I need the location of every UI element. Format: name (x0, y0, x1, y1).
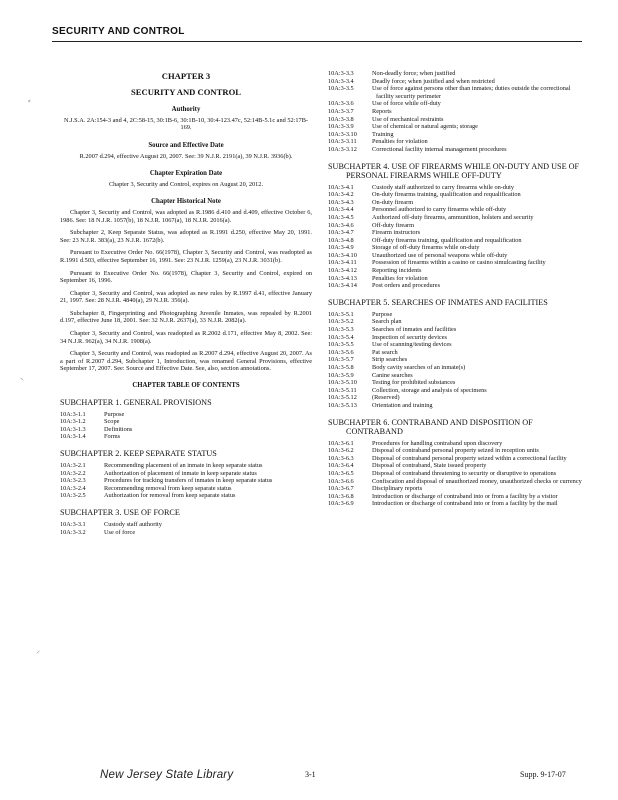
section-number: 10A:3-6.1 (328, 439, 354, 447)
section-title: Reporting incidents (372, 267, 422, 275)
history-note: Chapter 3, Security and Control, was adopted as new rules by R.1997 d.41, effective January 21, 1997. See: 28 N.J.R. 4840(a), 29 N.J.R. 356(a). (60, 289, 312, 305)
section-number: 10A:3-4.2 (328, 191, 354, 199)
section-title: Disposal of contraband threatening to security or disruptive to operations (372, 469, 557, 477)
source-text: R.2007 d.294, effective August 20, 2007. See: 39 N.J.R. 2191(a), 39 N.J.R. 3936(b). (79, 152, 293, 160)
section-number: 10A:3-6.2 (328, 447, 354, 455)
section-title: Authorization of placement of inmate in keep separate status (104, 469, 257, 477)
section-title: Procedures for tracking transfers of inmates in keep separate status (104, 477, 273, 485)
section-number: 10A:3-4.3 (328, 198, 354, 206)
section-number: 10A:3-1.1 (60, 410, 86, 418)
section-title: Disposal of contraband personal property seized in reception units (372, 447, 539, 455)
toc-entry[interactable] (328, 222, 582, 230)
toc-entry[interactable] (328, 78, 582, 86)
section-title: Possession of firearms within a casino or casino simulcasting facility (372, 259, 546, 267)
section-title: (Reserved) (372, 394, 400, 402)
toc-entry[interactable] (328, 214, 582, 222)
section-number: 10A:3-2.1 (60, 462, 86, 469)
toc-entry[interactable] (60, 411, 312, 419)
library-watermark: New Jersey State Library (100, 769, 234, 781)
section-number: 10A:3-1.2 (60, 418, 86, 426)
section-number: 10A:3-4.7 (328, 229, 354, 237)
history-note: Chapter 3, Security and Control, was readopted as R.2002 d.171, effective May 8, 2002. See: 34 N.J.R. 962(a), 34 N.J.R. 1908(a). (60, 330, 312, 345)
section-title: Use of force against persons other than inmates; duties outside the correctional facility security perimeter (372, 85, 571, 100)
section-number: 10A:3-4.14 (328, 282, 357, 290)
section-number: 10A:3-6.3 (328, 454, 354, 462)
toc-entry[interactable] (328, 184, 582, 192)
section-number: 10A:3-3.2 (60, 528, 86, 536)
section-title: Disciplinary reports (372, 485, 423, 493)
toc-entry[interactable] (328, 318, 582, 326)
section-number: 10A:3-1.4 (60, 433, 86, 441)
toc-entry[interactable] (328, 447, 582, 455)
scan-mark: ⸗ (28, 96, 31, 105)
section-title: Orientation and training (372, 401, 433, 409)
toc-entry[interactable] (328, 267, 582, 275)
section-title: Use of chemical or natural agents; storage (372, 123, 478, 131)
running-head: SECURITY AND CONTROL (52, 26, 185, 37)
authority-text: N.J.S.A. 2A:154-3 and 4, 2C:58-15, 30:1B-6, 30:1B-10, 30:4-123.47c, 52:14B-5.1c and 52:17B-169. (64, 116, 308, 132)
section-number: 10A:3-5.9 (328, 371, 354, 379)
history-note: Pursuant to Executive Order No. 66(1978), Chapter 3, Security and Control, was readopted as R.1991 d.503, effective September 16, 1991. See: 23 N.J.R. 1259(a), 23 N.J.R. 3031(b). (60, 249, 312, 264)
toc-entry[interactable] (60, 418, 312, 426)
section-number: 10A:3-5.12 (328, 394, 357, 402)
toc-entry[interactable] (60, 485, 312, 493)
section-number: 10A:3-2.3 (60, 477, 86, 485)
subchapter-heading: SUBCHAPTER 2. KEEP SEPARATE STATUS (60, 449, 217, 458)
toc-entry[interactable] (328, 455, 582, 463)
toc-entry[interactable] (328, 191, 582, 199)
source-heading: Source and Effective Date (148, 141, 224, 149)
history-note: Subchapter 2, Keep Separate Status, was adopted as R.1991 d.250, effective May 20, 1991. See: 23 N.J.R. 383(a), 23 N.J.R. 1672(b). (60, 229, 312, 244)
section-number: 10A:3-4.11 (328, 259, 357, 267)
section-title: Definitions (104, 425, 133, 433)
toc-entry[interactable] (328, 138, 582, 146)
toc-entry[interactable] (328, 440, 582, 448)
section-number: 10A:3-3.5 (328, 85, 354, 93)
section-title: Introduction or discharge of contraband into or from a facility by the mail (372, 500, 558, 508)
toc-entry[interactable] (60, 477, 312, 485)
toc-entry[interactable] (328, 252, 582, 260)
section-number: 10A:3-6.5 (328, 469, 354, 477)
section-number: 10A:3-5.7 (328, 356, 354, 364)
section-title: Purpose (104, 410, 125, 418)
section-number: 10A:3-4.8 (328, 236, 354, 244)
section-title: Pat search (372, 348, 398, 356)
section-title: Recommending placement of an inmate in keep separate status (104, 462, 263, 469)
scan-mark: ⸝ (36, 646, 40, 655)
chapter-label: CHAPTER 3 (161, 71, 211, 81)
toc-entry[interactable] (60, 521, 312, 529)
section-title: Storage of off-duty firearms while on-duty (372, 244, 480, 252)
section-number: 10A:3-3.12 (328, 145, 357, 153)
toc-entry[interactable] (60, 426, 312, 434)
section-number: 10A:3-4.10 (328, 251, 357, 259)
history-note: Chapter 3, Security and Control, was adopted as R.1986 d.410 and d.409, effective October 6, 1986. See: 18 N.J.R. 1057(b), 18 N.J.R. 1067(a), 18 N.J.R. 2016(a). (60, 208, 312, 224)
history-heading: Chapter Historical Note (151, 198, 221, 206)
toc-entry[interactable] (328, 387, 582, 395)
section-number: 10A:3-2.4 (60, 484, 86, 492)
subchapter-heading: SUBCHAPTER 5. SEARCHES OF INMATES AND FACILITIES (328, 297, 548, 307)
section-number: 10A:3-3.9 (328, 123, 354, 131)
section-title: Unauthorized use of personal weapons while off-duty (372, 251, 508, 259)
section-number: 10A:3-6.7 (328, 485, 354, 493)
section-title: Inspection of security devices (372, 333, 448, 341)
scan-mark: ⸜ (20, 373, 24, 382)
section-number: 10A:3-3.1 (60, 520, 86, 528)
toc-entry[interactable] (328, 349, 582, 357)
section-number: 10A:3-5.1 (328, 310, 354, 318)
section-number: 10A:3-6.8 (328, 492, 354, 500)
toc-entry[interactable] (328, 70, 582, 78)
toc-entry[interactable] (328, 116, 582, 124)
section-number: 10A:3-6.4 (328, 462, 354, 470)
toc-entry[interactable] (60, 492, 312, 500)
section-title: Deadly force; when justified and when restricted (372, 77, 495, 85)
section-title: Recommending removal from keep separate status (104, 484, 232, 492)
toc-entry[interactable] (328, 334, 582, 342)
toc-entry[interactable] (328, 394, 582, 402)
toc-entry[interactable] (328, 462, 582, 470)
section-number: 10A:3-4.6 (328, 221, 354, 229)
section-title: Use of mechanical restraints (372, 115, 444, 123)
toc-entry[interactable] (60, 529, 312, 537)
section-title: Introduction or discharge of contraband into or from a facility by a visitor (372, 492, 558, 500)
section-title: Custody staff authority (104, 520, 162, 528)
expiration-text: Chapter 3, Security and Control, expires on August 20, 2012. (108, 180, 264, 188)
section-title: Personnel authorized to carry firearms while off-duty (372, 206, 507, 214)
toc-entry[interactable] (328, 244, 582, 252)
section-number: 10A:3-5.11 (328, 386, 357, 394)
section-title: Confiscation and disposal of unauthorized money, unauthorized checks or currency (372, 477, 582, 485)
toc-entry[interactable] (328, 372, 582, 380)
section-number: 10A:3-2.2 (60, 469, 86, 477)
left-column (60, 70, 312, 536)
toc-entry[interactable] (328, 108, 582, 116)
section-title: Authorized off-duty firearms, ammunition, holsters and security (372, 213, 534, 221)
section-title: Disposal of contraband personal property seized within a correctional facility (372, 454, 567, 462)
toc-entry[interactable] (328, 478, 582, 486)
toc-entry[interactable] (328, 100, 582, 108)
section-title: Scope (104, 418, 120, 426)
right-column (328, 70, 582, 508)
supplement-date: Supp. 9-17-07 (520, 770, 566, 779)
toc-entry[interactable] (328, 146, 582, 154)
toc-entry[interactable] (60, 470, 312, 478)
toc-entry[interactable] (328, 123, 582, 131)
section-title: Canine searches (372, 371, 413, 379)
section-title: Use of scanning/testing devices (372, 341, 452, 349)
section-number: 10A:3-5.3 (328, 326, 354, 334)
section-number: 10A:3-3.7 (328, 107, 354, 115)
section-number: 10A:3-5.10 (328, 379, 357, 387)
subchapter-heading: SUBCHAPTER 1. GENERAL PROVISIONS (60, 397, 212, 407)
toc-entry[interactable] (328, 131, 582, 139)
section-number: 10A:3-4.9 (328, 244, 354, 252)
section-number: 10A:3-6.9 (328, 500, 354, 508)
toc-entry[interactable] (328, 206, 582, 214)
toc-entry[interactable] (328, 341, 582, 349)
section-number: 10A:3-5.6 (328, 348, 354, 356)
section-number: 10A:3-5.8 (328, 364, 354, 371)
history-note: Subchapter 8, Fingerprinting and Photographing Juvenile Inmates, was repealed by R.2001 d.197, effective June 18, 2001. See: 32 N.J.R. 2637(a), 33 N.J.R. 2082(a). (60, 309, 312, 325)
section-title: Body cavity searches of an inmate(s) (372, 364, 466, 371)
section-number: 10A:3-5.13 (328, 401, 357, 409)
section-title: Off-duty firearms training, qualification and requalification (372, 236, 522, 244)
history-note: Pursuant to Executive Order No. 66(1978), Chapter 3, Security and Control, expired on September 16, 1996. (60, 269, 312, 285)
section-title: Post orders and procedures (372, 282, 441, 290)
section-title: Strip searches (372, 356, 408, 364)
section-title: Purpose (372, 310, 393, 318)
history-notes (60, 209, 312, 373)
section-number: 10A:3-4.5 (328, 213, 354, 221)
toc-entry[interactable] (328, 379, 582, 387)
toc-entry[interactable] (328, 364, 582, 372)
toc-entry[interactable] (60, 433, 312, 441)
section-title: Reports (372, 107, 392, 115)
authority-heading: Authority (171, 106, 201, 114)
section-number: 10A:3-6.6 (328, 477, 354, 485)
section-number: 10A:3-1.3 (60, 425, 86, 433)
expiration-heading: Chapter Expiration Date (149, 170, 223, 178)
toc-entry[interactable] (328, 356, 582, 364)
section-title: Forms (104, 433, 121, 441)
section-title: Authorization for removal from keep separate status (104, 492, 236, 500)
toc-entry[interactable] (328, 493, 582, 501)
toc-entry[interactable] (328, 311, 582, 319)
section-number: 10A:3-5.5 (328, 341, 354, 349)
section-number: 10A:3-4.4 (328, 206, 354, 214)
section-number: 10A:3-3.6 (328, 100, 354, 108)
toc-entry[interactable] (328, 237, 582, 245)
section-number: 10A:3-4.12 (328, 267, 357, 275)
section-title: Correctional facility internal management procedures (372, 145, 507, 153)
section-title: Searches of inmates and facilities (372, 326, 457, 334)
section-title: Penalties for violation (372, 138, 428, 146)
section-title: Training (372, 130, 394, 138)
section-title: Procedures for handling contraband upon discovery (372, 439, 503, 447)
toc-entry[interactable] (328, 85, 582, 100)
section-number: 10A:3-3.4 (328, 77, 354, 85)
subchapter-heading: SUBCHAPTER 4. USE OF FIREARMS WHILE ON-DUTY AND USE OF PERSONAL FIREARMS WHILE OFF-DUTY (328, 161, 580, 180)
subchapter-heading: SUBCHAPTER 3. USE OF FORCE (60, 507, 180, 517)
toc-entry[interactable] (328, 326, 582, 334)
section-title: Testing for prohibited substances (372, 379, 456, 387)
toc-entry[interactable] (60, 462, 312, 470)
header-rule (52, 41, 582, 42)
toc-entry[interactable] (328, 402, 582, 410)
section-number: 10A:3-5.2 (328, 318, 354, 326)
section-number: 10A:3-3.11 (328, 138, 357, 146)
section-title: Custody staff authorized to carry firearms while on-duty (372, 183, 515, 191)
section-number: 10A:3-4.13 (328, 274, 357, 282)
section-title: Non-deadly force; when justified (372, 70, 456, 77)
section-title: Off-duty firearm (372, 221, 415, 229)
section-number: 10A:3-4.1 (328, 183, 354, 191)
section-number: 10A:3-3.3 (328, 70, 354, 77)
section-title: Penalties for violation (372, 274, 428, 282)
chapter-title: SECURITY AND CONTROL (131, 86, 241, 97)
section-title: Use of force while off-duty (372, 100, 441, 108)
section-number: 10A:3-2.5 (60, 492, 86, 500)
section-title: On-duty firearm (372, 198, 414, 206)
section-title: Firearm instructors (372, 229, 421, 237)
toc-entry[interactable] (328, 470, 582, 478)
toc-entry[interactable] (328, 282, 582, 290)
section-title: Disposal of contraband, State issued property (372, 462, 487, 470)
toc-entry[interactable] (328, 229, 582, 237)
section-title: On-duty firearms training, qualification and requalification (372, 191, 521, 199)
section-title: Use of force (104, 528, 136, 536)
page-number: 3-1 (305, 770, 316, 779)
section-number: 10A:3-5.4 (328, 333, 354, 341)
section-title: Collection, storage and analysis of specimens (372, 386, 487, 394)
toc-entry[interactable] (328, 500, 582, 508)
section-number: 10A:3-3.10 (328, 130, 357, 138)
toc-entry[interactable] (328, 259, 582, 267)
toc-entry[interactable] (328, 485, 582, 493)
subchapter-heading: SUBCHAPTER 6. CONTRABAND AND DISPOSITION OF CONTRABAND (328, 417, 533, 436)
section-title: Search plan (372, 318, 402, 326)
toc-heading: CHAPTER TABLE OF CONTENTS (132, 382, 240, 390)
section-number: 10A:3-3.8 (328, 115, 354, 123)
toc-entry[interactable] (328, 275, 582, 283)
toc-entry[interactable] (328, 199, 582, 207)
history-note: Chapter 3, Security and Control, was readopted as R.2007 d.294, effective August 20, 2007. As a part of R.2007 d.294, Subchapter 1, Introduction, was renamed General Provisions, effective September 17, 2007. See: Source and Effective Date. See, also, section annotations. (60, 350, 312, 373)
